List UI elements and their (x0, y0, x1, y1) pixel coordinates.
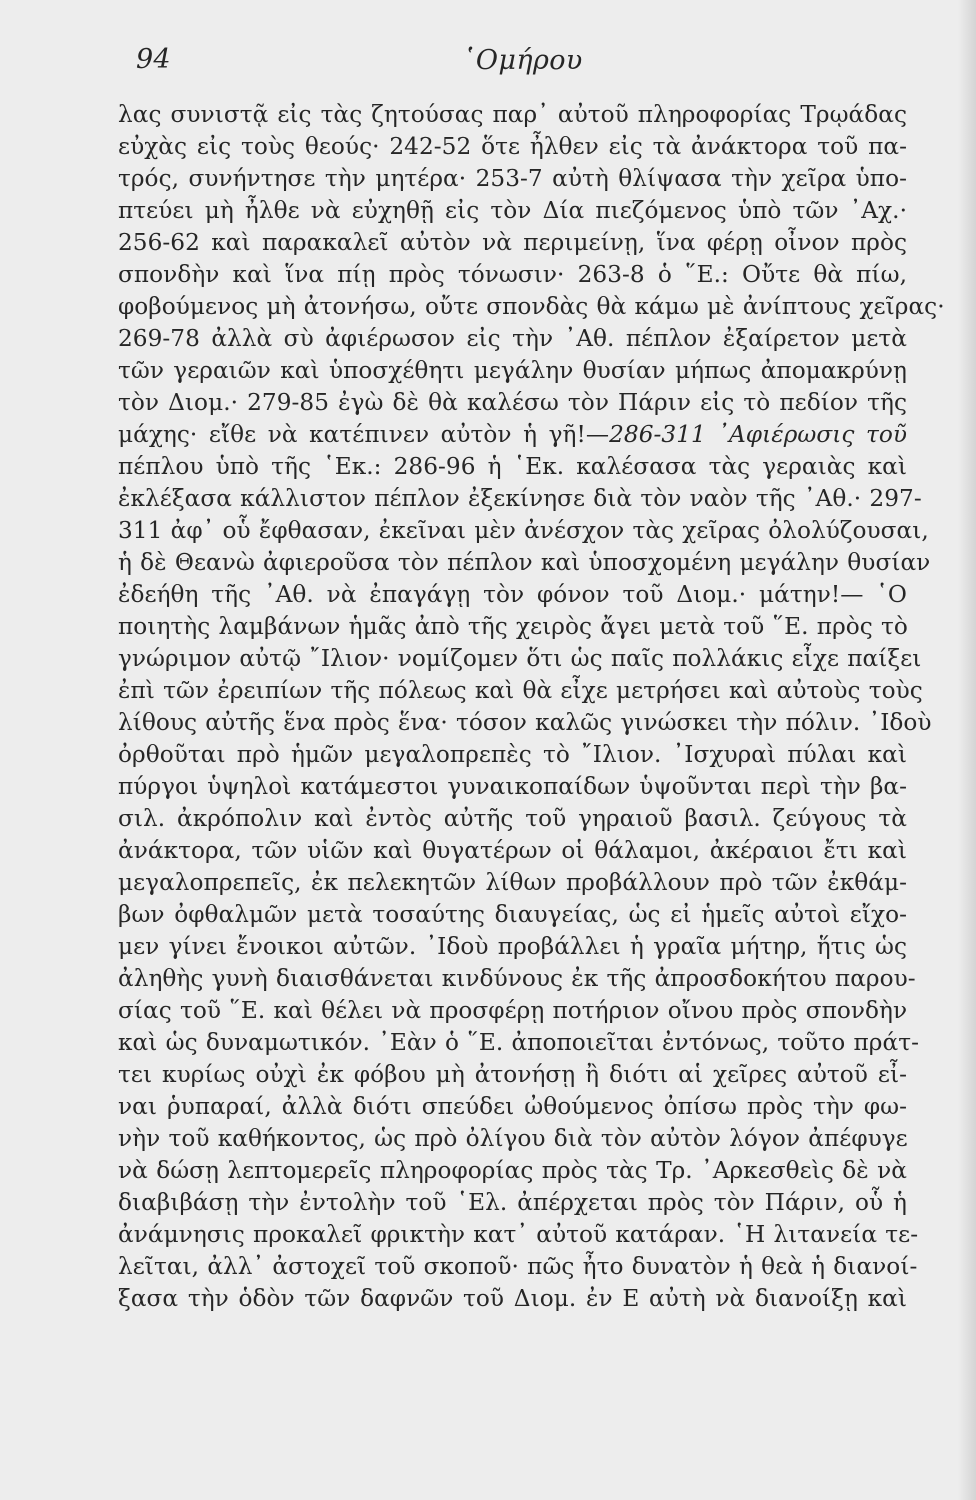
text-line-11 (118, 419, 907, 451)
text-line-23: σιλ. ἀκρόπολιν καὶ ἐντὸς αὐτῆς τοῦ γηραιοῦ βασιλ. ζεύγους τὰ (118, 805, 907, 832)
text-line-32: ναι ῥυπαραί, ἀλλὰ διότι σπεύδει ὠθούμενος ὀπίσω πρὸς τὴν φω- (118, 1093, 907, 1120)
text-line-24: ἀνάκτορα, τῶν υἱῶν καὶ θυγατέρων οἱ θάλαμοι, ἀκέραιοι ἔτι καὶ (118, 837, 907, 864)
text-line-33: νὴν τοῦ καθήκοντος, ὡς πρὸ ὀλίγου διὰ τὸν αὐτὸν λόγον ἀπέφυγε (118, 1125, 908, 1152)
text-line-37: λεῖται, ἀλλ᾽ ἀστοχεῖ τοῦ σκοποῦ· πῶς ἦτο δυνατὸν ἡ θεὰ ἡ διανοί- (118, 1253, 918, 1280)
text-line-21: ὀρθοῦται πρὸ ἡμῶν μεγαλοπρεπὲς τὸ ῎Ιλιον. ᾽Ισχυραὶ πύλαι καὶ (118, 741, 907, 768)
text-line-7: φοβούμενος μὴ ἀτονήσω, οὔτε σπονδὰς θὰ κάμω μὲ ἀνίπτους χεῖρας· (118, 293, 945, 320)
text-line-27: μεν γίνει ἔνοικοι αὐτῶν. ᾽Ιδοὺ προβάλλει ἡ γραῖα μήτηρ, ἥτις ὡς (118, 933, 907, 960)
text-line-20: λίθους αὐτῆς ἕνα πρὸς ἕνα· τόσον καλῶς γινώσκει τὴν πόλιν. ᾽Ιδοὺ (118, 709, 932, 736)
text-line-34: νὰ δώσῃ λεπτομερεῖς πληροφορίας πρὸς τὰς Τρ. ᾽Αρκεσθεὶς δὲ νὰ (118, 1157, 907, 1184)
text-line-8: 269-78 ἀλλὰ σὺ ἀφιέρωσον εἰς τὴν ᾽Αθ. πέπλον ἐξαίρετον μετὰ (118, 325, 907, 352)
text-line-16: ἐδεήθη τῆς ᾽Αθ. νὰ ἐπαγάγῃ τὸν φόνον τοῦ Διομ.· μάτην!— ῾Ο (118, 581, 907, 608)
text-line-10: τὸν Διομ.· 279-85 ἐγὼ δὲ θὰ καλέσω τὸν Πάριν εἰς τὸ πεδίον τῆς (118, 389, 907, 416)
text-line-29: σίας τοῦ ῞Ε. καὶ θέλει νὰ προσφέρῃ ποτήριον οἴνου πρὸς σπονδὴν (118, 997, 908, 1024)
text-line-18: γνώριμον αὐτῷ ῎Ιλιον· νομίζομεν ὅτι ὡς παῖς πολλάκις εἶχε παίξει (118, 645, 922, 672)
page-number: 94 (136, 44, 171, 75)
section-heading-italic: 286-311 ᾽Αφιέρωσις τοῦ (609, 421, 908, 448)
text-line-31: τει κυρίως οὐχὶ ἐκ φόβου μὴ ἀτονήσῃ ἢ διότι αἱ χεῖρες αὐτοῦ εἶ- (118, 1061, 907, 1088)
text-line-6: σπονδὴν καὶ ἵνα πίῃ πρὸς τόνωσιν· 263-8 ὁ ῞Ε.: Οὔτε θὰ πίω, (118, 261, 907, 288)
text-line-36: ἀνάμνησις προκαλεῖ φρικτὴν κατ᾽ αὐτοῦ κατάραν. ῾Η λιτανεία τε- (118, 1221, 919, 1248)
text-line-4: πτεύει μὴ ἦλθε νὰ εὐχηθῇ εἰς τὸν Δία πιεζόμενος ὑπὸ τῶν ᾽Αχ.· (118, 197, 907, 224)
text-line-14: 311 ἀφ᾽ οὗ ἔφθασαν, ἐκεῖναι μὲν ἀνέσχον τὰς χεῖρας ὀλολύζουσαι, (118, 517, 929, 544)
text-line-9: τῶν γεραιῶν καὶ ὑποσχέθητι μεγάλην θυσίαν μήπως ἀπομακρύνῃ (118, 357, 907, 384)
text-line-1: λας συνιστᾷ εἰς τὰς ζητούσας παρ᾽ αὐτοῦ πληροφορίας Τρῳάδας (118, 101, 907, 128)
running-title: ῾Ομήρου (462, 45, 583, 76)
text-line-3: τρός, συνήντησε τὴν μητέρα· 253-7 αὐτὴ θλίψασα τὴν χεῖρα ὑπο- (118, 165, 907, 192)
text-line-19: ἐπὶ τῶν ἐρειπίων τῆς πόλεως καὶ θὰ εἶχε μετρήσει καὶ αὐτοὺς τοὺς (118, 677, 923, 704)
text-line-35: διαβιβάσῃ τὴν ἐντολὴν τοῦ ῾Ελ. ἀπέρχεται πρὸς τὸν Πάριν, οὗ ἡ (118, 1189, 907, 1216)
text-line-12: πέπλου ὑπὸ τῆς ῾Εκ.: 286-96 ἡ ῾Εκ. καλέσασα τὰς γεραιὰς καὶ (118, 453, 907, 480)
text-line-28: ἀληθὴς γυνὴ διαισθάνεται κινδύνους ἐκ τῆς ἀπροσδοκήτου παρου- (118, 965, 916, 992)
text-line-5: 256-62 καὶ παρακαλεῖ αὐτὸν νὰ περιμείνῃ, ἵνα φέρῃ οἶνον πρὸς (118, 229, 907, 256)
text-line-13: ἐκλέξασα κάλλιστον πέπλον ἐξεκίνησε διὰ τὸν ναὸν τῆς ᾽Αθ.· 297- (118, 485, 922, 512)
text-line-25: μεγαλοπρεπεῖς, ἐκ πελεκητῶν λίθων προβάλλουν πρὸ τῶν ἐκθάμ- (118, 869, 907, 896)
text-line-11-main: μάχης· εἴθε νὰ κατέπινεν αὐτὸν ἡ γῆ!— (118, 421, 610, 448)
text-line-15: ἡ δὲ Θεανὼ ἀφιεροῦσα τὸν πέπλον καὶ ὑποσχομένη μεγάλην θυσίαν (118, 549, 931, 576)
text-line-2: εὐχὰς εἰς τοὺς θεούς· 242-52 ὅτε ἦλθεν εἰς τὰ ἀνάκτορα τοῦ πα- (118, 133, 907, 160)
page-edge-shadow (958, 0, 976, 1500)
text-line-26: βων ὀφθαλμῶν μετὰ τοσαύτης διαυγείας, ὡς εἰ ἡμεῖς αὐτοὶ εἴχο- (118, 901, 907, 928)
text-line-22: πύργοι ὑψηλοὶ κατάμεστοι γυναικοπαίδων ὑψοῦνται περὶ τὴν βα- (118, 773, 907, 800)
text-line-30: καὶ ὡς δυναμωτικόν. ᾽Εὰν ὁ ῞Ε. ἀποποιεῖται ἐντόνως, τοῦτο πράτ- (118, 1029, 919, 1056)
text-line-17: ποιητὴς λαμβάνων ἡμᾶς ἀπὸ τῆς χειρὸς ἄγει μετὰ τοῦ ῞Ε. πρὸς τὸ (118, 613, 908, 640)
text-line-38: ξασα τὴν ὁδὸν τῶν δαφνῶν τοῦ Διομ. ἐν Ε αὐτὴ νὰ διανοίξῃ καὶ (118, 1285, 907, 1312)
page-header (0, 0, 976, 86)
